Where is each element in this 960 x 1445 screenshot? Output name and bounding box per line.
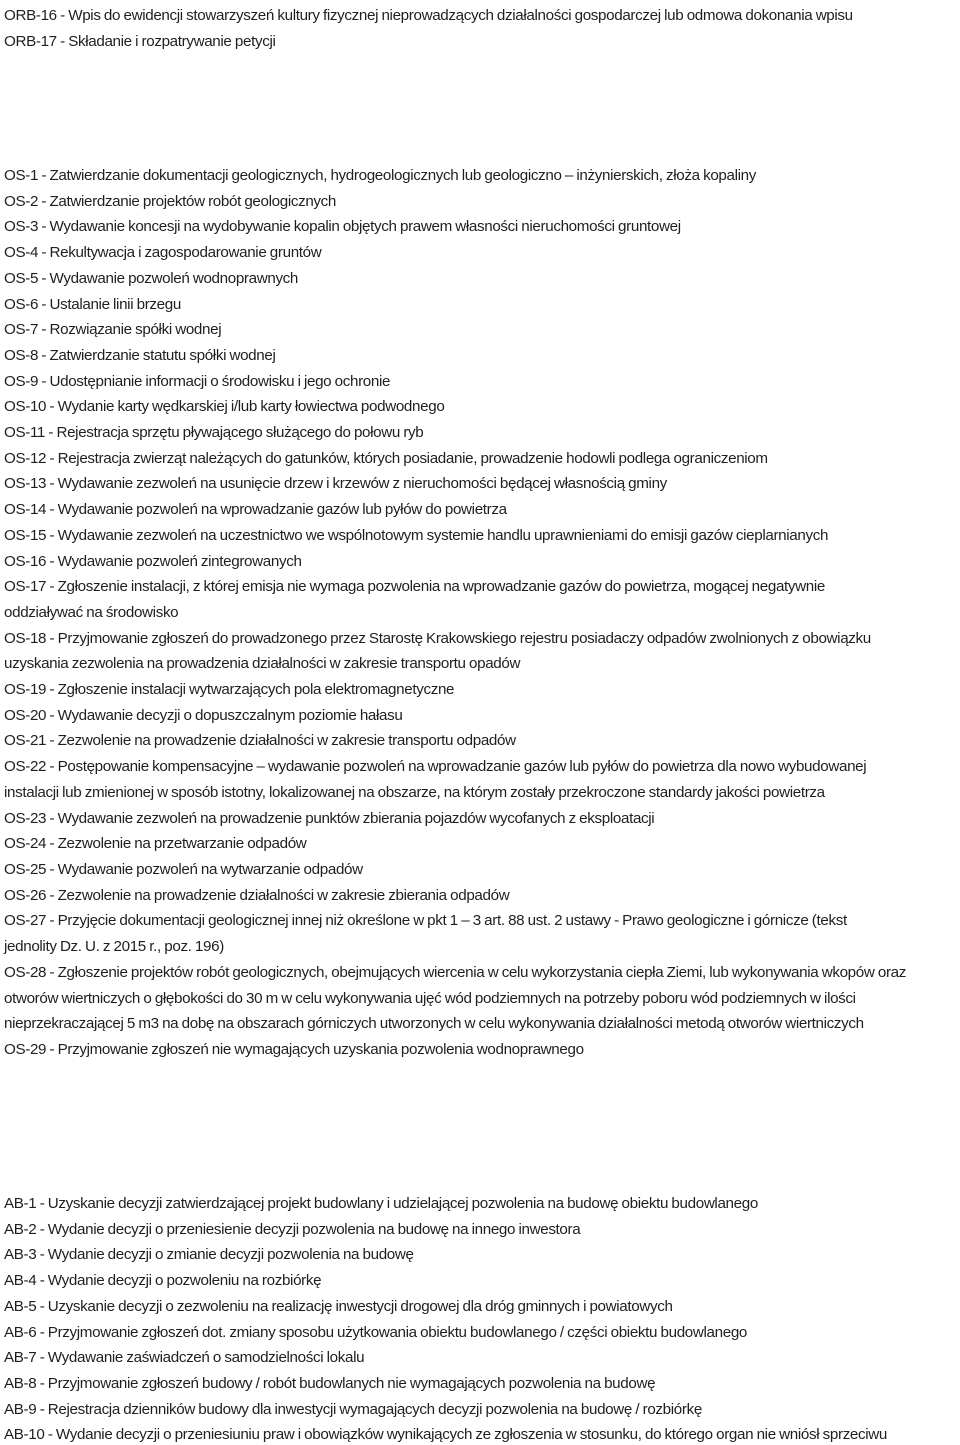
procedure-line: OS-17 - Zgłoszenie instalacji, z której emisja nie wymaga pozwolenia na wprowadzanie gazów do powietrza, mogącej negatywnie — [4, 578, 825, 596]
procedure-line: uzyskania zezwolenia na prowadzenia działalności w zakresie transportu opadów — [4, 655, 521, 673]
procedure-line: AB-9 - Rejestracja dzienników budowy dla inwestycji wymagających decyzji pozwolenia na budowę / rozbiórkę — [4, 1400, 702, 1418]
procedure-line: OS-8 - Zatwierdzanie statutu spółki wodnej — [4, 346, 276, 364]
procedure-line: AB-2 - Wydanie decyzji o przeniesienie decyzji pozwolenia na budowę na innego inwestora — [4, 1220, 581, 1238]
procedure-line: OS-23 - Wydawanie zezwoleń na prowadzenie punktów zbierania pojazdów wycofanych z eksploatacji — [4, 809, 655, 827]
procedure-line: AB-8 - Przyjmowanie zgłoszeń budowy / robót budowlanych nie wymagających pozwolenia na budowę — [4, 1374, 656, 1392]
procedure-line: OS-5 - Wydawanie pozwoleń wodnoprawnych — [4, 269, 299, 287]
procedure-line: OS-22 - Postępowanie kompensacyjne – wydawanie pozwoleń na wprowadzanie gazów lub pyłów do powietrza dla nowo wybudowanej — [4, 758, 867, 776]
procedure-line: OS-28 - Zgłoszenie projektów robót geologicznych, obejmujących wiercenia w celu wykorzystania ciepła Ziemi, lub wykonywania wkopów oraz — [4, 963, 906, 981]
procedure-line: oddziaływać na środowisko — [4, 603, 179, 621]
procedure-line: AB-6 - Przyjmowanie zgłoszeń dot. zmiany sposobu użytkowania obiektu budowlanego / części obiektu budowlanego — [4, 1323, 748, 1341]
procedure-line: OS-21 - Zezwolenie na prowadzenie działalności w zakresie transportu odpadów — [4, 732, 516, 750]
procedure-line: OS-4 - Rekultywacja i zagospodarowanie gruntów — [4, 244, 322, 262]
procedure-line: AB-4 - Wydanie decyzji o pozwoleniu na rozbiórkę — [4, 1272, 322, 1290]
orb-procedure-list — [4, 3, 960, 54]
procedure-line: OS-25 - Wydawanie pozwoleń na wytwarzanie odpadów — [4, 860, 363, 878]
procedure-line: AB-1 - Uzyskanie decyzji zatwierdzającej projekt budowlany i udzielającej pozwolenia na budowę obiektu budowlanego — [4, 1195, 758, 1212]
procedure-line: OS-24 - Zezwolenie na przetwarzanie odpadów — [4, 835, 307, 853]
procedure-line: OS-11 - Rejestracja sprzętu pływającego służącego do połowu ryb — [4, 424, 424, 442]
procedure-line: AB-10 - Wydanie decyzji o przeniesiuniu praw i obowiązków wynikających ze zgłoszenia w stosunku, do którego organ nie wniósł sprzeciwu — [4, 1426, 888, 1444]
procedure-line: OS-1 - Zatwierdzanie dokumentacji geologicznych, hydrogeologicznych lub geologiczno – inżynierskich, złoża kopaliny — [4, 167, 757, 184]
procedure-line: OS-15 - Wydawanie zezwoleń na uczestnictwo we wspólnotowym systemie handlu uprawnieniami do emisji gazów cieplarnianych — [4, 526, 829, 544]
procedure-line: ORB-17 - Składanie i rozpatrywanie petycji — [4, 32, 276, 50]
procedure-line: AB-5 - Uzyskanie decyzji o zezwoleniu na realizację inwestycji drogowej dla dróg gminnych i powiatowych — [4, 1297, 673, 1315]
procedure-line: instalacji lub zmienionej w sposób istotny, lokalizowanej na obszarze, na którym zostały przekroczone standardy jakości powietrza — [4, 783, 825, 801]
procedure-line: OS-12 - Rejestracja zwierząt należących do gatunków, których posiadanie, prowadzenie hodowli podlega ograniczeniom — [4, 449, 768, 467]
procedure-line: OS-26 - Zezwolenie na prowadzenie działalności w zakresie zbierania odpadów — [4, 886, 510, 904]
procedure-line: AB-3 - Wydanie decyzji o zmianie decyzji pozwolenia na budowę — [4, 1246, 414, 1264]
procedure-line: OS-16 - Wydawanie pozwoleń zintegrowanych — [4, 552, 302, 570]
procedure-line: OS-19 - Zgłoszenie instalacji wytwarzających pola elektromagnetyczne — [4, 681, 455, 699]
procedure-line: jednolity Dz. U. z 2015 r., poz. 196) — [4, 938, 224, 956]
procedure-line: otworów wiertniczych o głębokości do 30 m w celu wykonywania ujęć wód podziemnych na potrzeby poboru wód podziemnych w ilości — [4, 989, 856, 1007]
procedure-line: OS-2 - Zatwierdzanie projektów robót geologicznych — [4, 192, 337, 210]
procedure-line: OS-3 - Wydawanie koncesji na wydobywanie kopalin objętych prawem własności nieruchomości gruntowej — [4, 218, 681, 236]
procedure-line: AB-7 - Wydawanie zaświadczeń o samodzielności lokalu — [4, 1349, 365, 1367]
procedure-line: ORB-16 - Wpis do ewidencji stowarzyszeń kultury fizycznej nieprowadzących działalności gospodarczej lub odmowa dokonania wpisu — [4, 7, 853, 24]
procedure-line: OS-10 - Wydanie karty wędkarskiej i/lub karty łowiectwa podwodnego — [4, 398, 445, 416]
procedure-line: OS-6 - Ustalanie linii brzegu — [4, 295, 181, 313]
procedure-line: OS-20 - Wydawanie decyzji o dopuszczalnym poziomie hałasu — [4, 706, 403, 724]
procedure-line: OS-27 - Przyjęcie dokumentacji geologicznej innej niż określone w pkt 1 – 3 art. 88 ust. 2 ustawy - Prawo geologiczne i górnicze (tekst — [4, 912, 847, 930]
procedure-line: OS-29 - Przyjmowanie zgłoszeń nie wymagających uzyskania pozwolenia wodnoprawnego — [4, 1040, 584, 1058]
os-procedure-list — [4, 163, 960, 1063]
procedure-line: OS-13 - Wydawanie zezwoleń na usunięcie drzew i krzewów z nieruchomości będącej własnością gminy — [4, 475, 667, 493]
ab-procedure-list — [4, 1191, 960, 1445]
procedure-line: OS-7 - Rozwiązanie spółki wodnej — [4, 321, 222, 339]
procedure-line: OS-14 - Wydawanie pozwoleń na wprowadzanie gazów lub pyłów do powietrza — [4, 501, 507, 519]
procedure-line: nieprzekraczającej 5 m3 na dobę na obszarach górniczych utworzonych w celu wykonywania działalności metodą otworów wiertniczych — [4, 1015, 864, 1033]
procedure-line: OS-18 - Przyjmowanie zgłoszeń do prowadzonego przez Starostę Krakowskiego rejestru posiadaczy odpadów zwolnionych z obowiązku — [4, 629, 871, 647]
procedure-line: OS-9 - Udostępnianie informacji o środowisku i jego ochronie — [4, 372, 391, 390]
